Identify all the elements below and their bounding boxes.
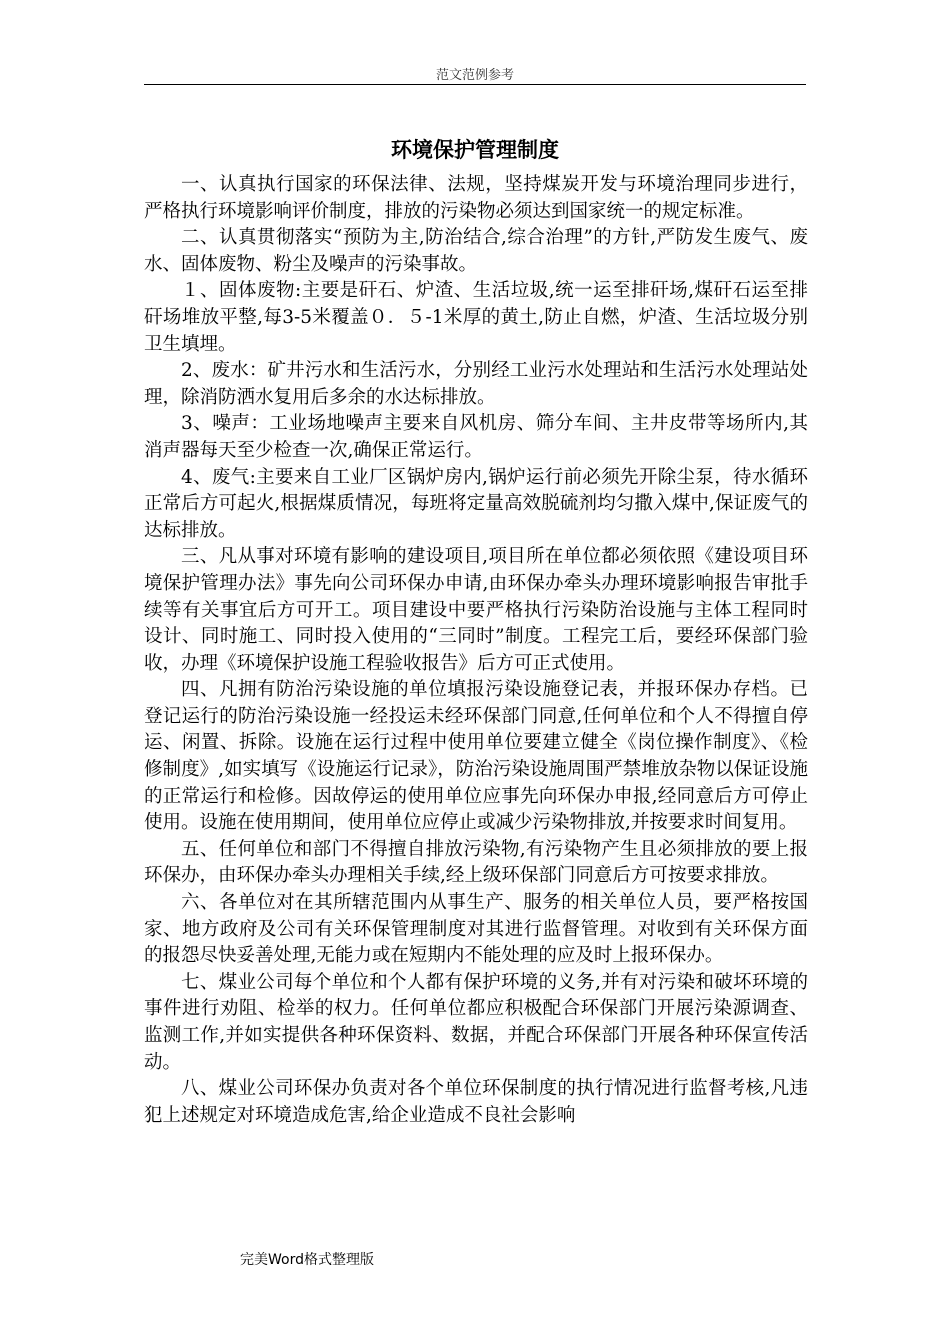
header-rule [144, 84, 806, 85]
paragraph: 六、各单位对在其所辖范围内从事生产、服务的相关单位人员，要严格按国家、地方政府及公司有关环保管理制度对其进行监督管理。对收到有关环保方面的报怨尽快妥善处理,无能力或在短期内不能处理的应及时上报环保办。 [144, 892, 808, 967]
paragraph: 三、凡从事对环境有影响的建设项目,项目所在单位都必须依照《建设项目环境保护管理办法》事先向公司环保办申请,由环保办牵头办理环境影响报告审批手续等有关事宜后方可开工。项目建设中要严格执行污染防治设施与主体工程同时设计、同时施工、同时投入使用的“三同时”制度。工程完工后，要经环保部门验收，办理《环境保护设施工程验收报告》后方可正式使用。 [144, 546, 808, 674]
paragraph: 4、废气:主要来自工业厂区锅炉房内,锅炉运行前必须先开除尘泵，待水循环正常后方可起火,根据煤质情况，每班将定量高效脱硫剂均匀撒入煤中,保证废气的达标排放。 [144, 466, 808, 541]
paragraph: 二、认真贯彻落实“预防为主,防治结合,综合治理”的方针,严防发生废气、废水、固体废物、粉尘及噪声的污染事故。 [144, 227, 808, 275]
paragraph: 七、煤业公司每个单位和个人都有保护环境的义务,并有对污染和破坏环境的事件进行劝阻、检举的权力。任何单位都应积极配合环保部门开展污染源调查、监测工作,并如实提供各种环保资料、数据，并配合环保部门开展各种环保宣传活动。 [144, 971, 808, 1073]
paragraph: 八、煤业公司环保办负责对各个单位环保制度的执行情况进行监督考核,凡违犯上述规定对环境造成危害,给企业造成不良社会影响 [144, 1078, 808, 1126]
paragraph: 五、任何单位和部门不得擅自排放污染物,有污染物产生且必须排放的要上报环保办，由环保办牵头办理相关手续,经上级环保部门同意后方可按要求排放。 [144, 838, 808, 887]
paragraph: １、固体废物:主要是矸石、炉渣、生活垃圾,统一运至排矸场,煤矸石运至排矸场堆放平整,每3-5米覆盖０．５-1米厚的黄土,防止自燃，炉渣、生活垃圾分别卫生填埋。 [144, 280, 808, 355]
paragraph: 一、认真执行国家的环保法律、法规，坚持煤炭开发与环境治理同步进行，严格执行环境影响评价制度，排放的污染物必须达到国家统一的规定标准。 [144, 174, 808, 222]
paragraph: 四、凡拥有防治污染设施的单位填报污染设施登记表，并报环保办存档。已登记运行的防治污染设施一经投运未经环保部门同意,任何单位和个人不得擅自停运、闲置、拆除。设施在运行过程中使用单位要建立健全《岗位操作制度》、《检修制度》,如实填写《设施运行记录》，防治污染设施周围严禁堆放杂物以保证设施的正常运行和检修。因故停运的使用单位应事先向环保办申报,经同意后方可停止使用。设施在使用期间，使用单位应停止或减少污染物排放,并按要求时间复用。 [144, 679, 808, 834]
paragraph: 2、废水：矿井污水和生活污水，分别经工业污水处理站和生活污水处理站处理，除消防洒水复用后多余的水达标排放。 [144, 360, 808, 408]
page-header: 范文范例参考 [435, 68, 514, 83]
document-body [144, 172, 808, 1129]
page-footer: 完美Word格式整理版 [240, 1252, 374, 1268]
paragraph: 3、噪声：工业场地噪声主要来自风机房、筛分车间、主井皮带等场所内,其消声器每天至少检查一次,确保正常运行。 [144, 413, 808, 461]
document-title: 环境保护管理制度 [391, 138, 559, 162]
